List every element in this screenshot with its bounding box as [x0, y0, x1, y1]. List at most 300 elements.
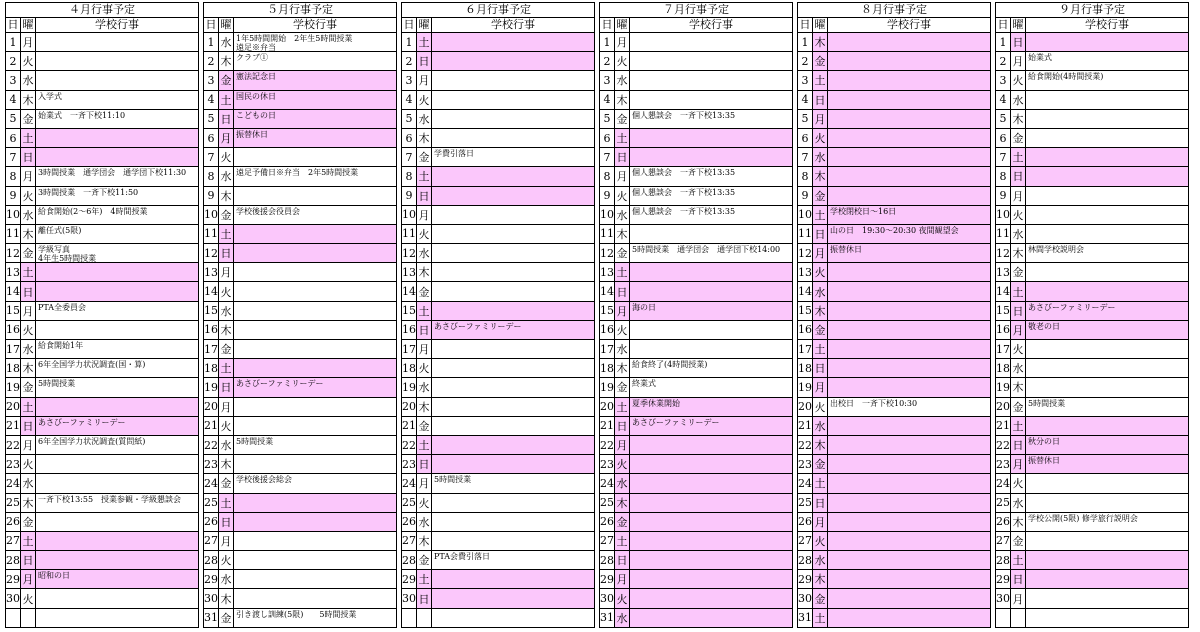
- day-row: [600, 321, 792, 340]
- event-text: [432, 609, 594, 627]
- day-row: [6, 532, 198, 551]
- weekday: 日: [21, 148, 36, 166]
- day-number: 23: [798, 455, 813, 473]
- day-number: 8: [996, 167, 1011, 185]
- day-row: [600, 589, 792, 608]
- day-number: 31: [204, 609, 219, 627]
- weekday: 土: [219, 359, 234, 377]
- weekday: 金: [21, 378, 36, 396]
- weekday: 土: [615, 263, 630, 281]
- day-number: 19: [996, 378, 1011, 396]
- day-row: [600, 282, 792, 301]
- day-number: 28: [6, 551, 21, 569]
- day-row: [798, 340, 990, 359]
- day-row: [204, 129, 396, 148]
- day-number: 3: [402, 71, 417, 89]
- weekday: 木: [1011, 513, 1026, 531]
- weekday: 日: [1011, 436, 1026, 454]
- day-number: 1: [6, 33, 21, 51]
- day-row: [204, 302, 396, 321]
- weekday: 火: [219, 551, 234, 569]
- event-text: 5時間授業 通学団会 通学団下校14:00: [632, 245, 781, 255]
- weekday: 水: [1011, 225, 1026, 243]
- event-text: [432, 378, 594, 396]
- event-text: [1026, 532, 1188, 550]
- day-row: [402, 513, 594, 532]
- weekday: 月: [219, 532, 234, 550]
- event-text: [828, 52, 990, 70]
- day-row: [798, 455, 990, 474]
- day-row: [996, 302, 1188, 321]
- event-text: [630, 532, 792, 550]
- day-number: 10: [600, 206, 615, 224]
- day-number: 9: [798, 187, 813, 205]
- day-number: 5: [600, 110, 615, 128]
- day-number: 19: [204, 378, 219, 396]
- event-text: 個人懇談会 一斉下校13:35: [632, 168, 736, 178]
- weekday: 土: [615, 532, 630, 550]
- event-text: [630, 129, 792, 147]
- day-number: 2: [6, 52, 21, 70]
- day-row: [600, 148, 792, 167]
- day-row: [798, 513, 990, 532]
- weekday: 水: [813, 417, 828, 435]
- day-number: 14: [996, 282, 1011, 300]
- weekday: 金: [615, 110, 630, 128]
- event-text: [36, 532, 198, 550]
- day-number: 5: [996, 110, 1011, 128]
- event-text: [630, 33, 792, 51]
- day-row: [204, 551, 396, 570]
- day-number: 17: [600, 340, 615, 358]
- event-text: [1026, 129, 1188, 147]
- event-text: [828, 359, 990, 377]
- event-text: [234, 244, 396, 262]
- weekday: 月: [615, 167, 630, 185]
- weekday: 金: [1011, 263, 1026, 281]
- day-row: [600, 570, 792, 589]
- event-text: [1026, 551, 1188, 569]
- day-number: 25: [204, 494, 219, 512]
- event-text: [828, 33, 990, 51]
- day-row: [204, 167, 396, 186]
- day-number: [6, 609, 21, 627]
- day-row: [204, 52, 396, 71]
- day-row: [6, 494, 198, 513]
- month-title: ７月行事予定: [600, 3, 792, 18]
- weekday: 金: [219, 474, 234, 492]
- event-text: [630, 455, 792, 473]
- weekday: 日: [21, 417, 36, 435]
- weekday: 水: [21, 340, 36, 358]
- day-row: [996, 359, 1188, 378]
- day-number: 25: [600, 494, 615, 512]
- weekday: 土: [417, 167, 432, 185]
- day-number: 27: [798, 532, 813, 550]
- day-number: 27: [996, 532, 1011, 550]
- day-number: 26: [6, 513, 21, 531]
- day-row: [204, 91, 396, 110]
- day-row: [798, 282, 990, 301]
- day-number: 1: [204, 33, 219, 51]
- weekday: 日: [813, 494, 828, 512]
- day-row: [204, 110, 396, 129]
- day-number: 20: [402, 398, 417, 416]
- event-text: [432, 494, 594, 512]
- header-event: 学校行事: [1085, 18, 1129, 31]
- school-calendar: [5, 2, 1195, 630]
- weekday: 日: [219, 110, 234, 128]
- day-row: [204, 455, 396, 474]
- day-number: 12: [996, 244, 1011, 262]
- event-text: 引き渡し訓練(5限) 5時間授業: [236, 609, 357, 619]
- day-number: 17: [6, 340, 21, 358]
- day-number: 19: [600, 378, 615, 396]
- event-text: [1026, 589, 1188, 607]
- event-text: 5時間授業: [434, 475, 472, 485]
- weekday: 月: [1011, 187, 1026, 205]
- day-row: [204, 340, 396, 359]
- weekday: 金: [21, 513, 36, 531]
- day-number: 14: [600, 282, 615, 300]
- event-text: [234, 417, 396, 435]
- day-number: 8: [402, 167, 417, 185]
- event-text: 国民の休日: [234, 91, 396, 109]
- event-text: 山の日 19:30～20:30 夜間観望会: [828, 225, 990, 243]
- day-row: [600, 225, 792, 244]
- day-row: [402, 282, 594, 301]
- month-june: [401, 2, 595, 628]
- day-row: [600, 551, 792, 570]
- day-number: 2: [402, 52, 417, 70]
- day-number: 19: [798, 378, 813, 396]
- weekday: 土: [417, 436, 432, 454]
- weekday: 水: [615, 71, 630, 89]
- day-number: 23: [402, 455, 417, 473]
- weekday: 金: [21, 110, 36, 128]
- day-row: [402, 609, 594, 627]
- weekday: 土: [1011, 417, 1026, 435]
- event-text: [828, 302, 990, 320]
- day-row: [6, 609, 198, 627]
- event-text: [630, 282, 792, 300]
- event-text: [1026, 33, 1188, 51]
- month-title: ４月行事予定: [6, 3, 198, 18]
- day-row: [6, 167, 198, 186]
- day-number: 28: [798, 551, 813, 569]
- event-text: PTA全委員会: [38, 302, 87, 312]
- event-text: [630, 91, 792, 109]
- month-may: [203, 2, 397, 628]
- event-text: [234, 551, 396, 569]
- weekday: 金: [813, 187, 828, 205]
- day-row: [996, 52, 1188, 71]
- day-number: 11: [204, 225, 219, 243]
- day-number: 1: [600, 33, 615, 51]
- event-text: [432, 589, 594, 607]
- day-row: [996, 513, 1188, 532]
- day-row: [204, 589, 396, 608]
- weekday: 金: [813, 52, 828, 70]
- day-number: 16: [996, 321, 1011, 339]
- day-number: 24: [402, 474, 417, 492]
- month-title: ６月行事予定: [402, 3, 594, 18]
- day-row: [204, 378, 396, 397]
- day-row: [996, 417, 1188, 436]
- header-event: 学校行事: [689, 18, 733, 31]
- day-number: 30: [6, 589, 21, 607]
- event-text: あさびーファミリーデー: [36, 417, 198, 435]
- weekday: 金: [813, 589, 828, 607]
- day-row: [6, 129, 198, 148]
- event-text: 5時間授業: [1028, 398, 1066, 408]
- weekday: 木: [813, 570, 828, 588]
- day-number: 11: [402, 225, 417, 243]
- day-row: [600, 359, 792, 378]
- event-text: [36, 398, 198, 416]
- day-number: 14: [798, 282, 813, 300]
- day-number: 16: [402, 321, 417, 339]
- day-number: 4: [402, 91, 417, 109]
- weekday: 土: [813, 609, 828, 627]
- day-row: [600, 33, 792, 52]
- day-number: 8: [6, 167, 21, 185]
- event-text: [432, 263, 594, 281]
- event-text: [432, 302, 594, 320]
- weekday: 木: [417, 263, 432, 281]
- weekday: 火: [1011, 474, 1026, 492]
- day-number: 13: [402, 263, 417, 281]
- day-row: [798, 187, 990, 206]
- weekday: 水: [417, 244, 432, 262]
- weekday: 金: [813, 321, 828, 339]
- day-number: 30: [204, 589, 219, 607]
- day-row: [402, 225, 594, 244]
- day-number: 22: [996, 436, 1011, 454]
- weekday: 木: [1011, 244, 1026, 262]
- day-row: [402, 340, 594, 359]
- weekday: 金: [219, 206, 234, 224]
- day-row: [600, 532, 792, 551]
- weekday: 火: [615, 321, 630, 339]
- weekday: 金: [417, 282, 432, 300]
- day-number: 2: [798, 52, 813, 70]
- header-weekday: 曜: [417, 18, 432, 32]
- day-number: 17: [204, 340, 219, 358]
- weekday: 土: [417, 33, 432, 51]
- event-text: [234, 302, 396, 320]
- day-row: [600, 474, 792, 493]
- day-number: 26: [996, 513, 1011, 531]
- day-number: 27: [600, 532, 615, 550]
- day-row: [996, 436, 1188, 455]
- day-row: [798, 474, 990, 493]
- day-number: 18: [798, 359, 813, 377]
- event-text: あさびーファミリーデー: [630, 417, 792, 435]
- event-text: 憲法記念日: [234, 71, 396, 89]
- event-text: [36, 589, 198, 607]
- event-text: [630, 513, 792, 531]
- event-text: [432, 282, 594, 300]
- weekday: 土: [21, 263, 36, 281]
- month-title: ５月行事予定: [204, 3, 396, 18]
- day-number: 19: [402, 378, 417, 396]
- day-row: [996, 378, 1188, 397]
- day-row: [600, 378, 792, 397]
- weekday: 火: [219, 282, 234, 300]
- weekday: 日: [219, 244, 234, 262]
- day-row: [204, 33, 396, 52]
- day-row: [600, 302, 792, 321]
- day-row: [6, 263, 198, 282]
- event-text: 学校公開(5限) 修学旅行説明会: [1028, 513, 1138, 523]
- day-number: 29: [402, 570, 417, 588]
- event-text: [234, 570, 396, 588]
- weekday: 日: [417, 187, 432, 205]
- event-text: [234, 263, 396, 281]
- event-text: [828, 148, 990, 166]
- event-text: [36, 33, 198, 51]
- weekday: 木: [813, 302, 828, 320]
- weekday: 土: [1011, 148, 1026, 166]
- event-text: [432, 71, 594, 89]
- day-row: [996, 167, 1188, 186]
- event-text: [630, 148, 792, 166]
- day-number: 11: [600, 225, 615, 243]
- day-number: 13: [6, 263, 21, 281]
- weekday: 火: [219, 417, 234, 435]
- day-number: 25: [402, 494, 417, 512]
- event-text: [1026, 609, 1188, 627]
- day-number: 25: [996, 494, 1011, 512]
- month-title: ９月行事予定: [996, 3, 1188, 18]
- weekday: 木: [219, 187, 234, 205]
- day-number: 2: [600, 52, 615, 70]
- weekday: 火: [615, 187, 630, 205]
- weekday: 月: [615, 436, 630, 454]
- day-number: 29: [996, 570, 1011, 588]
- event-text: [36, 148, 198, 166]
- weekday: 火: [615, 589, 630, 607]
- day-row: [996, 494, 1188, 513]
- day-number: 9: [204, 187, 219, 205]
- column-header: [204, 18, 396, 33]
- header-day: 日: [798, 18, 813, 32]
- day-row: [402, 71, 594, 90]
- weekday: 火: [417, 359, 432, 377]
- day-number: 17: [402, 340, 417, 358]
- event-text: 3時間授業 一斉下校11:50: [38, 187, 139, 197]
- event-text: [432, 225, 594, 243]
- day-row: [996, 263, 1188, 282]
- day-row: [402, 244, 594, 263]
- day-row: [204, 206, 396, 225]
- header-event: 学校行事: [491, 18, 535, 31]
- event-text: [828, 570, 990, 588]
- day-number: 12: [600, 244, 615, 262]
- header-event: 学校行事: [95, 18, 139, 31]
- day-number: 7: [600, 148, 615, 166]
- weekday: [1011, 609, 1026, 627]
- header-event: 学校行事: [293, 18, 337, 31]
- day-number: 23: [996, 455, 1011, 473]
- event-text: 学費引落日: [434, 149, 474, 159]
- day-row: [402, 91, 594, 110]
- day-number: 11: [996, 225, 1011, 243]
- day-row: [600, 167, 792, 186]
- event-text: 個人懇談会 一斉下校13:35: [632, 110, 736, 120]
- weekday: 月: [21, 167, 36, 185]
- day-row: [996, 244, 1188, 263]
- event-text: あさびーファミリーデー: [432, 321, 594, 339]
- day-number: 15: [402, 302, 417, 320]
- weekday: 水: [615, 474, 630, 492]
- event-text: [1026, 359, 1188, 377]
- day-row: [996, 455, 1188, 474]
- day-number: 18: [204, 359, 219, 377]
- event-text: [1026, 494, 1188, 512]
- event-text: [432, 532, 594, 550]
- day-row: [6, 148, 198, 167]
- event-text: [1026, 187, 1188, 205]
- day-number: 20: [996, 398, 1011, 416]
- day-row: [798, 263, 990, 282]
- weekday: 火: [1011, 340, 1026, 358]
- day-row: [402, 436, 594, 455]
- event-text: [234, 225, 396, 243]
- weekday: 土: [1011, 282, 1026, 300]
- day-number: 30: [600, 589, 615, 607]
- event-text: [432, 455, 594, 473]
- weekday: 月: [417, 71, 432, 89]
- header-weekday: 曜: [1011, 18, 1026, 32]
- day-row: [798, 225, 990, 244]
- weekday: 水: [21, 474, 36, 492]
- day-row: [600, 244, 792, 263]
- header-day: 日: [996, 18, 1011, 32]
- day-number: 23: [204, 455, 219, 473]
- column-header: [600, 18, 792, 33]
- weekday: 火: [417, 91, 432, 109]
- weekday: 水: [219, 302, 234, 320]
- weekday: 木: [1011, 110, 1026, 128]
- weekday: 月: [813, 378, 828, 396]
- day-number: 29: [600, 570, 615, 588]
- day-row: [798, 302, 990, 321]
- day-number: 5: [798, 110, 813, 128]
- day-row: [600, 398, 792, 417]
- event-text: 出校日 一斉下校10:30: [830, 398, 918, 408]
- event-text: 秋分の日: [1026, 436, 1188, 454]
- weekday: 土: [813, 206, 828, 224]
- weekday: 月: [21, 570, 36, 588]
- day-number: 8: [798, 167, 813, 185]
- weekday: 木: [219, 589, 234, 607]
- day-number: 8: [600, 167, 615, 185]
- weekday: 水: [21, 206, 36, 224]
- event-text: 昭和の日: [36, 570, 198, 588]
- event-text: 5時間授業: [38, 379, 76, 389]
- weekday: 土: [21, 129, 36, 147]
- day-row: [402, 321, 594, 340]
- header-weekday: 曜: [813, 18, 828, 32]
- day-number: 1: [996, 33, 1011, 51]
- event-text: [36, 52, 198, 70]
- event-text: [36, 551, 198, 569]
- event-text: [828, 129, 990, 147]
- event-text: [1026, 570, 1188, 588]
- event-text: [36, 609, 198, 627]
